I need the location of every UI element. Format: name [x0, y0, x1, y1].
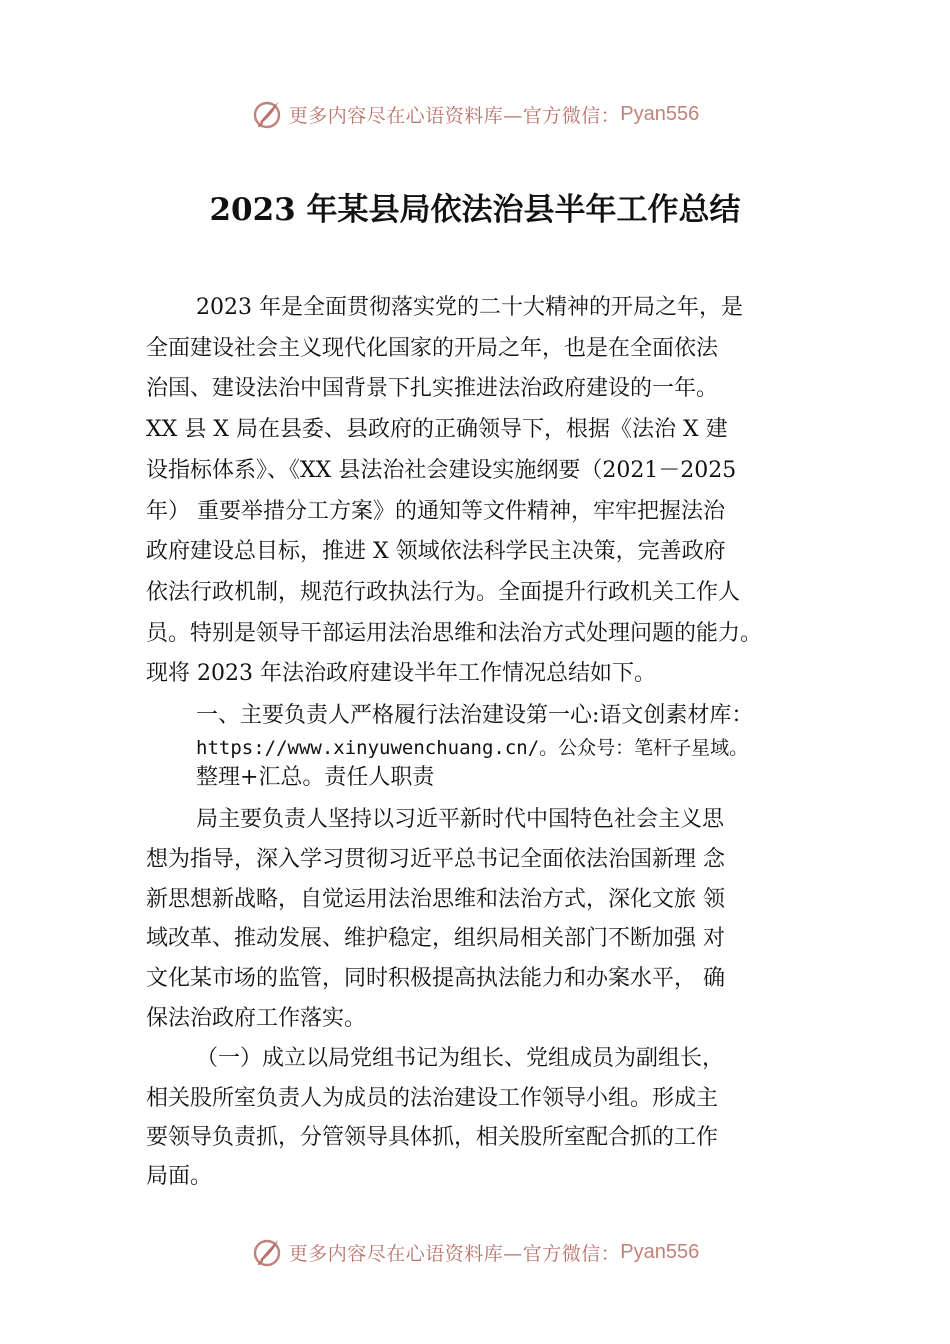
header-banner — [0, 94, 950, 134]
wechat-handle: Pyan556 — [620, 1240, 700, 1263]
quill-logo-icon — [251, 98, 283, 130]
url-text: https://www.xinyuwenchuang.cn/。公众号：笔杆子星域。 — [196, 737, 749, 759]
text-line: 现将 2023 年法治政府建设半年工作情况总结如下。 — [146, 661, 656, 686]
text-line: 年） 重要举措分工方案》的通知等文件精神，牢牢把握法治 — [146, 499, 725, 524]
text-line: 依法行政机制，规范行政执法行为。全面提升行政机关工作人 — [146, 580, 741, 605]
text-line: 设指标体系》、《XX 县法治社会建设实施纲要（2021－2025 — [146, 458, 737, 483]
banner-text: 更多内容尽在心语资料库—官方微信： — [288, 1242, 621, 1265]
text-line: 域改革、推动发展、维护稳定，组织局相关部门不断加强 对 — [146, 926, 725, 951]
text-line: 治国、建设法治中国背景下扎实推进法治政府建设的一年。 — [146, 376, 719, 401]
quill-logo-icon — [251, 1236, 283, 1268]
text-line: （一）成立以局党组书记为组长、党组成员为副组长， — [196, 1046, 725, 1071]
text-line: 相关股所室负责人为成员的法治建设工作领导小组。形成主 — [146, 1086, 719, 1111]
banner-text: 更多内容尽在心语资料库—官方微信： — [288, 104, 621, 127]
text-line: 局面。 — [146, 1164, 213, 1189]
text-line: 员。特别是领导干部运用法治思维和法治方式处理问题的能力。 — [146, 621, 763, 646]
text-line: 政府建设总目标，推进 X 领域依法科学民主决策，完善政府 — [146, 539, 726, 564]
text-line: 局主要负责人坚持以习近平新时代中国特色社会主义思 — [196, 807, 725, 832]
heading-line: 一、主要负责人严格履行法治建设第一心:语文创素材库： — [196, 703, 754, 728]
text-line: 新思想新战略，自觉运用法治思维和法治方式，深化文旅 领 — [146, 887, 725, 912]
text-line: 保法治政府工作落实。 — [146, 1006, 367, 1031]
text-line: 要领导负责抓，分管领导具体抓，相关股所室配合抓的工作 — [146, 1125, 719, 1150]
footer-banner — [0, 1232, 950, 1272]
text-line: 文化某市场的监管，同时积极提高执法能力和办案水平， 确 — [146, 966, 725, 991]
text-line: 2023 年是全面贯彻落实党的二十大精神的开局之年，是 — [196, 295, 743, 320]
text-line: 想为指导，深入学习贯彻习近平总书记全面依法治国新理 念 — [146, 847, 725, 872]
text-line: 全面建设社会主义现代化国家的开局之年，也是在全面依法 — [146, 336, 719, 361]
document-title: 2023 年某县局依法治县半年工作总结 — [209, 192, 741, 228]
heading-line-url — [196, 732, 748, 764]
text-line: XX 县 X 局在县委、县政府的正确领导下，根据《法治 X 建 — [146, 417, 728, 442]
wechat-handle: Pyan556 — [620, 102, 700, 125]
heading-line: 整理+汇总。责任人职责 — [196, 765, 435, 790]
